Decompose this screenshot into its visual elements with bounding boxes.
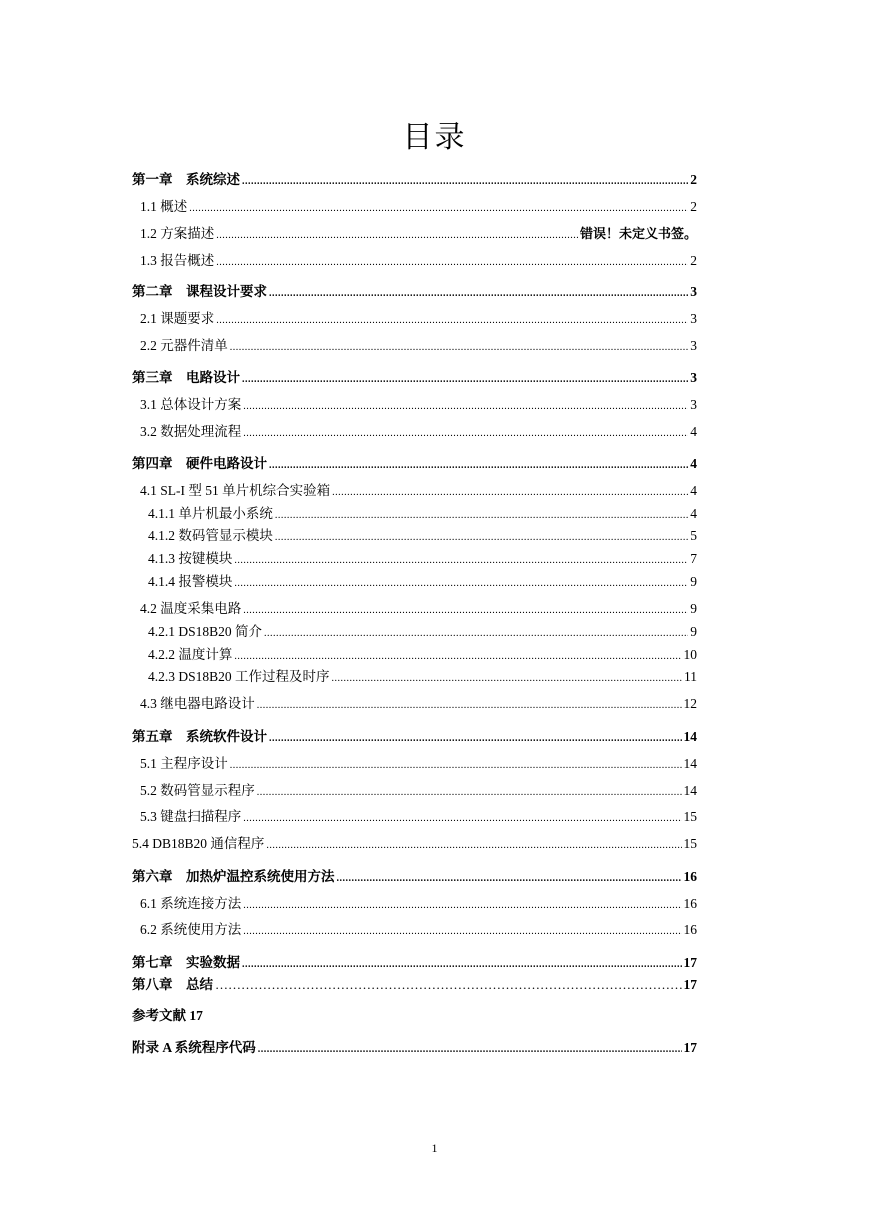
dot-leader [257,784,682,802]
toc-entry[interactable] [140,695,697,715]
toc-entry[interactable] [132,728,697,748]
dot-leader [216,254,688,272]
dot-leader [243,398,688,416]
toc-entry[interactable] [140,895,697,915]
toc-entry[interactable] [132,835,697,855]
dot-leader [234,575,688,593]
toc-entry-page: 16 [683,896,697,911]
toc-entry-label: 第八章 总结 [132,977,213,992]
toc-entry-label: 4.2.1 DS18B20 简介 [148,624,263,639]
toc-title: 目录 [402,120,467,155]
toc-entry[interactable] [140,396,697,416]
toc-entry-label: 1.1 概述 [140,199,188,214]
toc-entry-label: 第四章 硬件电路设计 [132,456,267,471]
dot-leader [189,200,688,218]
toc-entry-page: 2 [690,253,697,268]
dot-leader [269,730,682,748]
toc-entry-page: 17 [683,1040,697,1055]
toc-entry-label: 参考文献 17 [132,1008,203,1023]
toc-entry-label: 附录 A 系统程序代码 [132,1040,256,1055]
toc-entry[interactable] [148,646,697,666]
toc-entry-label: 第一章 系统综述 [132,172,240,187]
toc-entry[interactable] [148,623,697,643]
toc-entry[interactable] [148,573,697,593]
dot-leader [243,425,688,443]
toc-entry-page: 3 [690,338,697,353]
page-number: 1 [431,1141,438,1155]
dot-leader [275,529,688,547]
dot-leader [242,371,688,389]
toc-entry-label: 第二章 课程设计要求 [132,284,267,299]
toc-entry-page: 3 [690,397,697,412]
dot-leader [269,457,688,475]
dot-leader [215,976,682,994]
toc-entry[interactable] [132,868,697,888]
toc-entry[interactable] [140,482,697,502]
dot-leader [337,870,682,888]
dot-leader [266,837,681,855]
toc-entry-page: 15 [683,809,697,824]
toc-entry-page: 3 [690,311,697,326]
toc-entry-page: 10 [683,647,697,662]
toc-entry-page: 4 [690,424,697,439]
toc-entry-label: 4.2.3 DS18B20 工作过程及时序 [148,669,330,684]
dot-leader [264,625,688,643]
toc-entry-label: 4.2.2 温度计算 [148,647,233,662]
toc-entry[interactable] [148,527,697,547]
toc-entry-page: 4 [690,483,697,498]
toc-entry[interactable] [140,337,697,357]
toc-entry-label: 3.1 总体设计方案 [140,397,242,412]
dot-leader [234,552,688,570]
toc-entry[interactable] [132,171,697,191]
toc-entry-label: 2.1 课题要求 [140,311,215,326]
toc-entry[interactable] [140,225,697,245]
toc-entry-label: 3.2 数据处理流程 [140,424,242,439]
toc-entry-page: 15 [683,836,697,851]
toc-entry-page: 14 [683,783,697,798]
toc-entry-page: 14 [683,729,697,744]
toc-entry-page: 9 [690,624,697,639]
toc-entry-page: 3 [690,370,697,385]
toc-entry-label: 6.2 系统使用方法 [140,922,242,937]
toc-entry[interactable] [148,668,697,688]
dot-leader [243,602,688,620]
toc-entry-label: 5.3 键盘扫描程序 [140,809,242,824]
toc-entry-page: 错误！未定义书签。 [579,227,697,242]
toc-entry[interactable] [132,976,697,994]
toc-entry-label: 第五章 系统软件设计 [132,729,267,744]
toc-entry-page: 4 [690,506,697,521]
toc-entry-page: 2 [690,199,697,214]
toc-entry-label: 第七章 实验数据 [132,955,240,970]
dot-leader [243,923,681,941]
dot-leader [332,484,688,502]
dot-leader [269,285,688,303]
toc-entry[interactable] [132,1039,697,1059]
toc-entry-page: 17 [683,955,697,970]
toc-entry[interactable] [140,755,697,775]
toc-entry[interactable] [140,423,697,443]
toc-entry-page: 2 [690,172,697,187]
dot-leader [242,173,688,191]
toc-entry-label: 4.1.1 单片机最小系统 [148,506,273,521]
dot-leader [257,697,682,715]
toc-entry-label: 第六章 加热炉温控系统使用方法 [132,869,335,884]
dot-leader [242,956,682,974]
toc-entry[interactable] [140,252,697,272]
toc-entry-page: 17 [683,977,697,992]
dot-leader [332,670,682,688]
toc-entry[interactable] [132,283,697,303]
toc-entry[interactable] [140,198,697,218]
toc-entry-page: 16 [683,869,697,884]
toc-entry-label: 5.1 主程序设计 [140,756,228,771]
dot-leader [234,648,681,666]
dot-leader [243,810,681,828]
toc-entry-page: 14 [683,756,697,771]
toc-entry-label: 4.2 温度采集电路 [140,601,242,616]
toc-entry-label: 2.2 元器件清单 [140,338,228,353]
toc-entry-label: 4.1.4 报警模块 [148,574,233,589]
dot-leader [216,312,688,330]
toc-entry-label: 第三章 电路设计 [132,370,240,385]
toc-entry[interactable] [140,310,697,330]
dot-leader [258,1041,682,1059]
toc-entry[interactable] [132,1007,697,1025]
toc-entry[interactable] [140,782,697,802]
toc-entry-label: 1.3 报告概述 [140,253,215,268]
toc-entry[interactable] [148,550,697,570]
toc-entry[interactable] [140,921,697,941]
toc-entry-page: 9 [690,601,697,616]
toc-entry[interactable] [132,455,697,475]
toc-entry-page: 4 [690,456,697,471]
toc-entry-label: 5.4 DB18B20 通信程序 [132,836,265,851]
toc-entry-page: 7 [690,551,697,566]
dot-leader [230,339,689,357]
toc-entry-label: 4.1.3 按键模块 [148,551,233,566]
toc-entry-label: 5.2 数码管显示程序 [140,783,255,798]
toc-entry-label: 4.3 继电器电路设计 [140,696,255,711]
toc-entry[interactable] [148,505,697,525]
toc-entry-page: 12 [683,696,697,711]
toc-entry-page: 5 [690,528,697,543]
toc-entry-page: 11 [684,669,697,684]
toc-entry-label: 4.1.2 数码管显示模块 [148,528,273,543]
dot-leader [216,227,578,245]
toc-entry-page: 9 [690,574,697,589]
toc-entry-label: 4.1 SL-I 型 51 单片机综合实验箱 [140,483,331,498]
dot-leader [243,897,681,915]
toc-entry[interactable] [140,600,697,620]
toc-entry-label: 6.1 系统连接方法 [140,896,242,911]
toc-entry-page: 16 [683,922,697,937]
toc-entry-label: 1.2 方案描述 [140,226,215,241]
dot-leader [275,507,688,525]
toc-entry[interactable] [132,954,697,974]
dot-leader [230,757,682,775]
toc-entry[interactable] [140,808,697,828]
toc-entry[interactable] [132,369,697,389]
toc-entry-page: 3 [690,284,697,299]
